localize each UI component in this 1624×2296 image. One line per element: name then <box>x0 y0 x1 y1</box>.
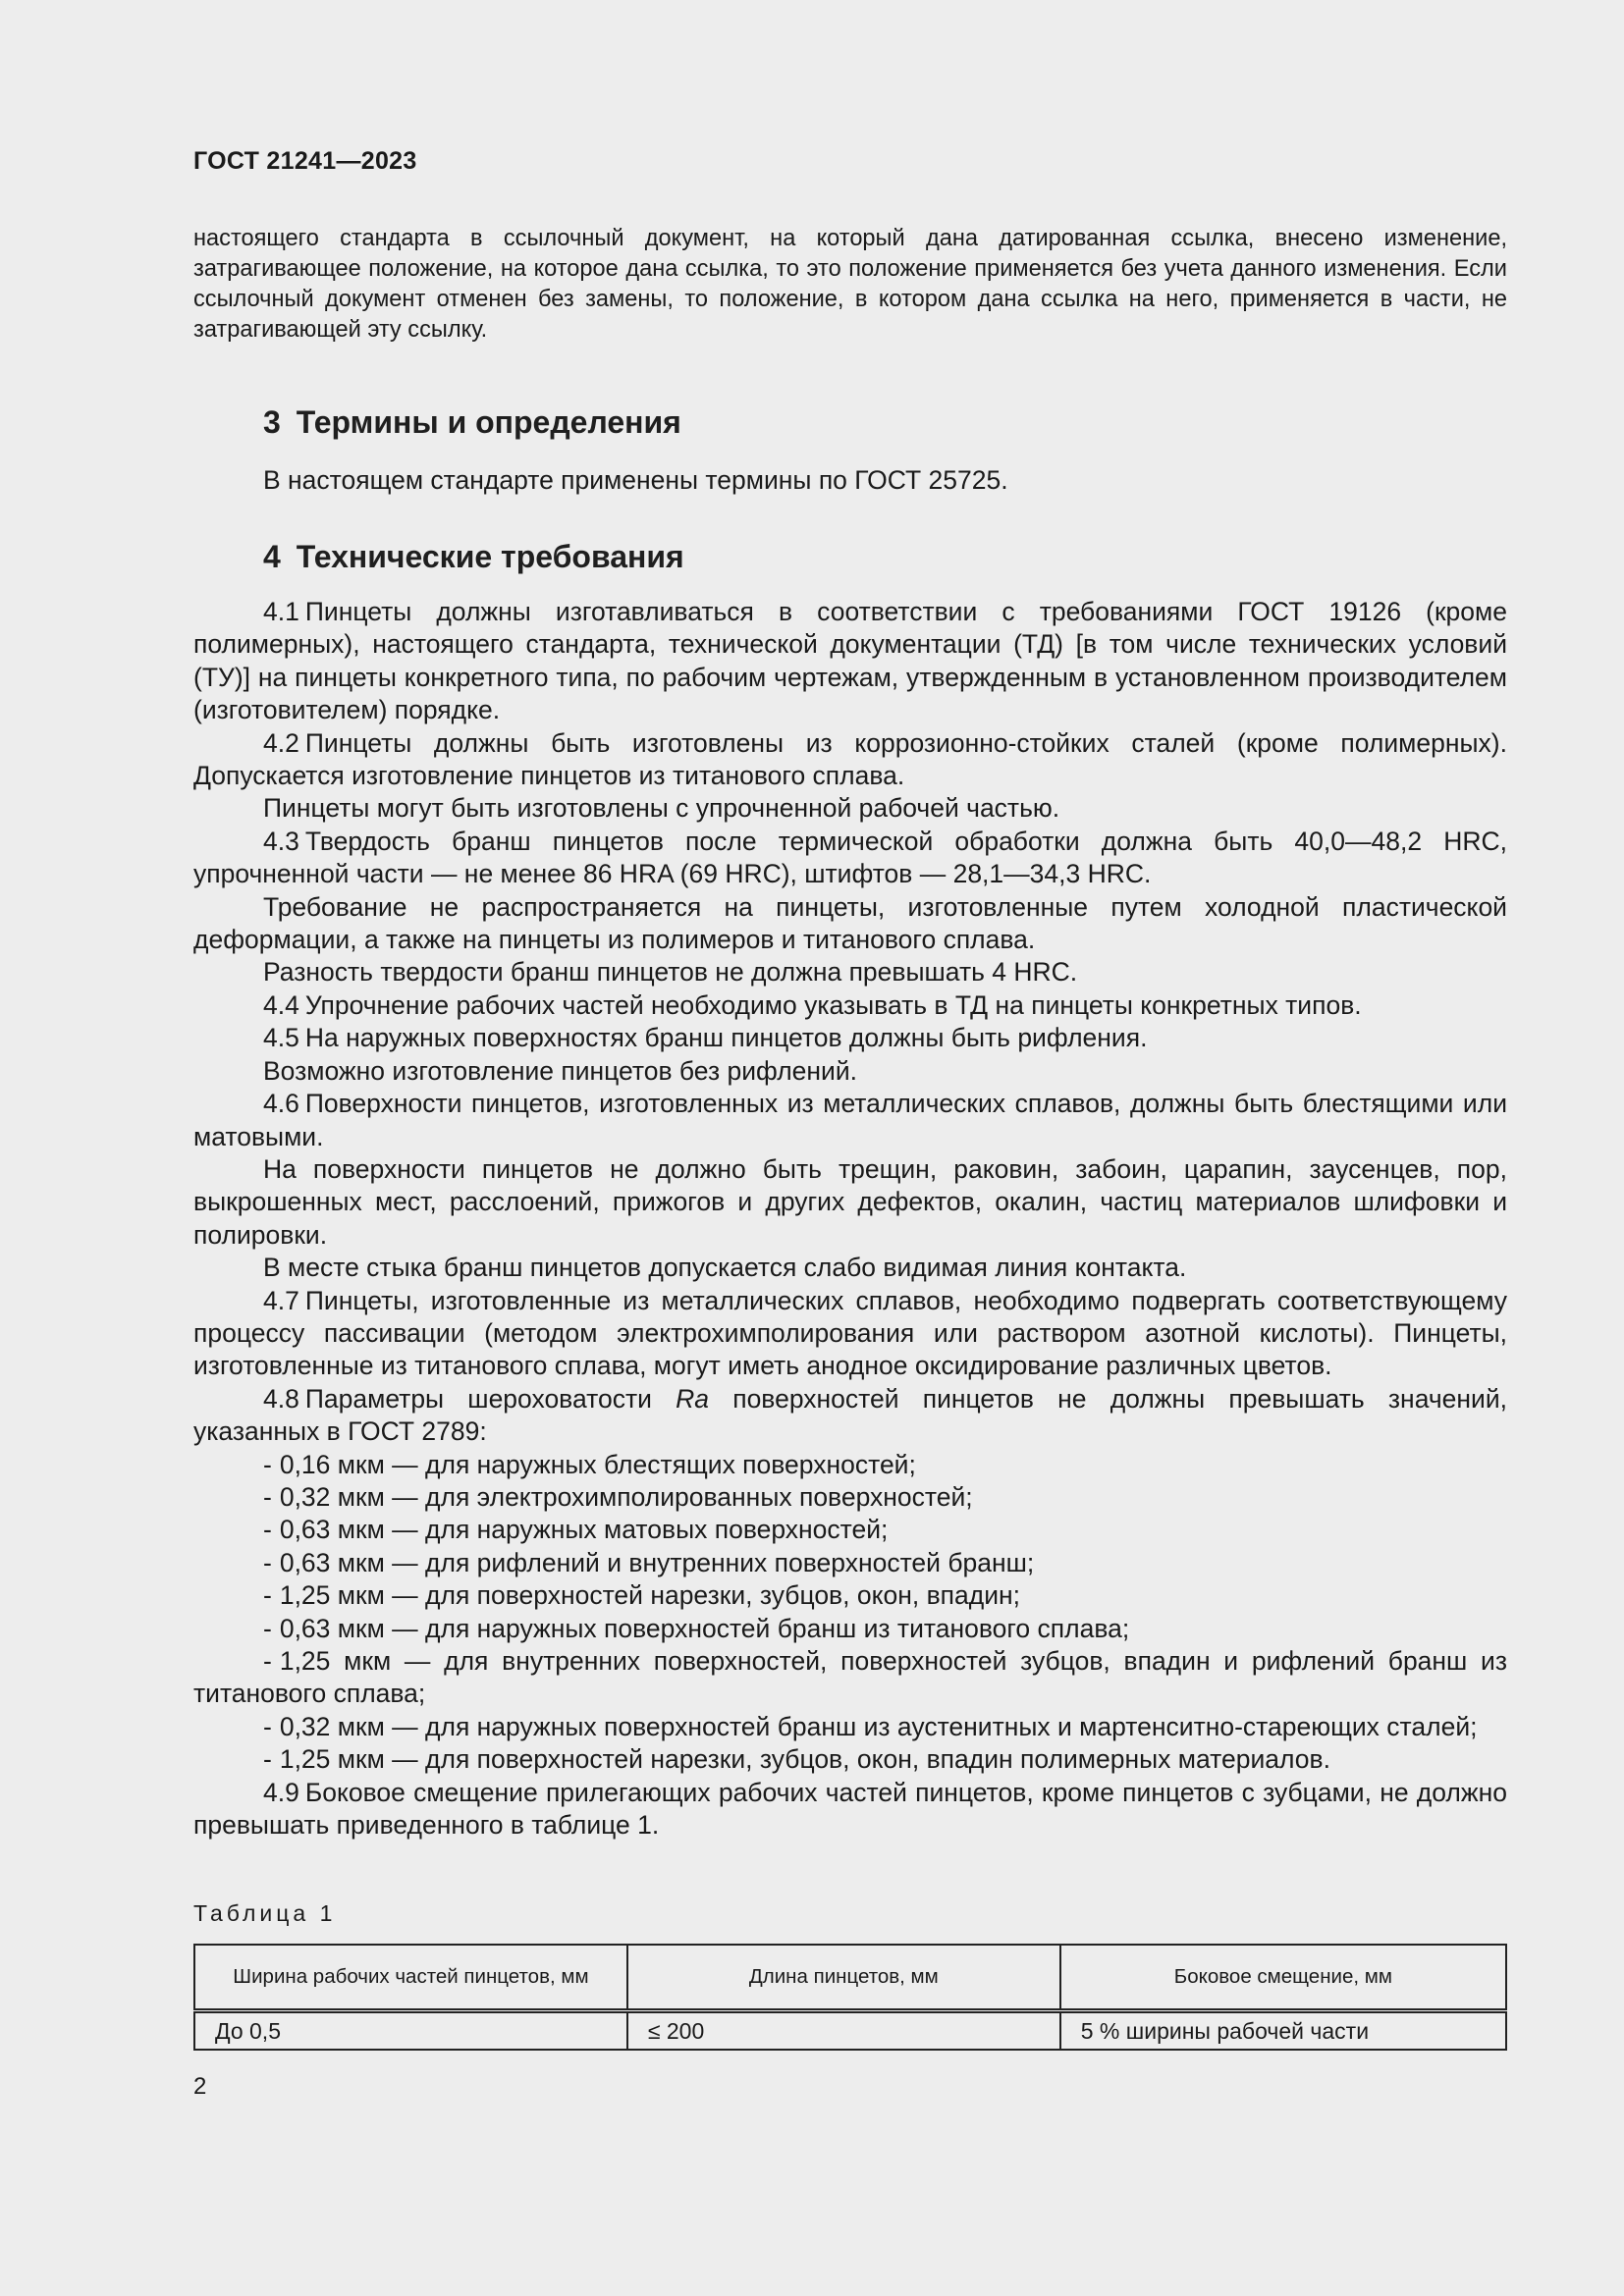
paragraph-number: 4.2 <box>263 727 299 758</box>
list-item-text: 0,63 мкм — для рифлений и внутренних поверхностей бранш; <box>279 1547 1035 1577</box>
paragraph-number: 4.1 <box>263 597 299 626</box>
list-item: - 0,32 мкм — для наружных поверхностей бранш из аустенитных и мартенситно-стареющих сталей; <box>263 1711 1478 1741</box>
paragraph <box>193 596 1507 727</box>
paragraph-text: Пинцеты, изготовленные из металлических сплавов, необходимо подвергать соответствующему процессу пассивации (методом электрохимполирования или раствором азотной кислоты). Пинцеты, изготовленные из титанового сплава, могут иметь анодное оксидирование различных цветов. <box>193 1285 1507 1381</box>
table-header-row <box>194 1945 1506 2011</box>
paragraph-number: 4.9 <box>263 1777 299 1807</box>
list-item: - 1,25 мкм — для внутренних поверхностей, поверхностей зубцов, впадин и рифлений бранш из титанового сплава; <box>193 1646 1507 1709</box>
table-cell: 5 % ширины рабочей части <box>1060 2011 1506 2051</box>
section-3-heading <box>263 404 681 441</box>
table-1 <box>193 1944 1507 2051</box>
paragraph-number: 4.8 <box>263 1383 299 1414</box>
section-3-number: 3 <box>263 404 281 440</box>
paragraph <box>193 792 1507 825</box>
page-number: 2 <box>193 2073 207 2100</box>
paragraph-number: 4.3 <box>263 826 299 856</box>
list-item: - 0,63 мкм — для наружных матовых поверхностей; <box>263 1515 889 1545</box>
paragraph-number: 4.4 <box>263 989 299 1020</box>
paragraph-text: На поверхности пинцетов не должно быть трещин, раковин, забоин, царапин, заусенцев, пор, выкрошенных мест, расслоений, прижогов и других дефектов, окалин, частиц материалов шлифовки и полировки. <box>193 1153 1507 1250</box>
paragraph <box>193 1285 1507 1383</box>
paragraph <box>193 1022 1507 1054</box>
paragraph <box>193 1252 1507 1284</box>
intro-paragraph <box>193 224 1507 346</box>
paragraph <box>193 1088 1507 1153</box>
intro-text: настоящего стандарта в ссылочный документ, на который дана датированная ссылка, внесено изменение, затрагивающее положение, на которое дана ссылка, то это положение применяется без учета данного изменения. Если ссылочный документ отменен без замены, то положение, в котором дана ссылка на него, применяется в части, не затрагивающей эту ссылку. <box>193 226 1507 343</box>
list-item-text: 1,25 мкм — для внутренних поверхностей, поверхностей зубцов, впадин и рифлений бранш из титанового сплава; <box>193 1646 1507 1709</box>
paragraph-text: Упрочнение рабочих частей необходимо указывать в ТД на пинцеты конкретных типов. <box>304 989 1362 1020</box>
paragraph-text: Поверхности пинцетов, изготовленных из металлических сплавов, должны быть блестящими или матовыми. <box>193 1089 1507 1151</box>
list-item: - 0,32 мкм — для электрохимполированных поверхностей; <box>263 1481 973 1512</box>
list-item-text: 1,25 мкм — для поверхностей нарезки, зубцов, окон, впадин полимерных материалов. <box>279 1744 1330 1775</box>
paragraph <box>193 956 1507 988</box>
paragraph-number: 4.6 <box>263 1089 299 1119</box>
table-cell: ≤ 200 <box>627 2011 1060 2051</box>
section-4-heading <box>263 539 684 575</box>
paragraph-text: Пинцеты могут быть изготовлены с упрочненной рабочей частью. <box>263 793 1060 824</box>
paragraph-text: поверхностей пинцетов не должны превышать значений, указанных в ГОСТ 2789: <box>193 1383 1507 1447</box>
paragraph-text: Пинцеты должны изготавливаться в соответствии с требованиями ГОСТ 19126 (кроме полимерных), настоящего стандарта, технической документации (ТД) [в том числе технических условий (ТУ)] на пинцеты конкретного типа, по рабочим чертежам, утвержденным в установленном производителем (изготовителем) порядке. <box>193 597 1507 725</box>
document-header: ГОСТ 21241—2023 <box>193 147 417 175</box>
paragraph-text: Пинцеты должны быть изготовлены из коррозионно-стойких сталей (кроме полимерных). Допускается изготовление пинцетов из титанового сплава. <box>193 727 1507 791</box>
table-caption: Таблица 1 <box>193 1900 337 1926</box>
roughness-symbol: Ra <box>676 1383 709 1414</box>
paragraph <box>193 826 1507 891</box>
list-item: - 1,25 мкм — для поверхностей нарезки, зубцов, окон, впадин; <box>263 1580 1021 1611</box>
list-item-text: 0,32 мкм — для наружных поверхностей бранш из аустенитных и мартенситно-стареющих сталей; <box>279 1711 1478 1741</box>
paragraph-number: 4.5 <box>263 1023 299 1053</box>
paragraph-text: Боковое смещение прилегающих рабочих частей пинцетов, кроме пинцетов с зубцами, не должно превышать приведенного в таблице 1. <box>193 1777 1507 1841</box>
paragraph <box>193 989 1507 1022</box>
paragraph-text: В месте стыка бранш пинцетов допускается слабо видимая линия контакта. <box>263 1253 1187 1283</box>
table-header-cell: Длина пинцетов, мм <box>627 1945 1060 2011</box>
section-4-body <box>193 596 1507 1842</box>
list-item-text: 1,25 мкм — для поверхностей нарезки, зубцов, окон, впадин; <box>279 1580 1021 1611</box>
list-item-text: 0,63 мкм — для наружных матовых поверхностей; <box>279 1515 889 1545</box>
table-header-cell: Боковое смещение, мм <box>1060 1945 1506 2011</box>
paragraph-4-9 <box>193 1777 1507 1842</box>
paragraph <box>193 891 1507 957</box>
paragraph-number: 4.7 <box>263 1285 299 1315</box>
table-cell: До 0,5 <box>194 2011 627 2051</box>
paragraph-text: Требование не распространяется на пинцеты, изготовленные путем холодной пластической деформации, а также на пинцеты из полимеров и титанового сплава. <box>193 891 1507 955</box>
list-item: - 1,25 мкм — для поверхностей нарезки, зубцов, окон, впадин полимерных материалов. <box>263 1744 1330 1775</box>
list-item: - 0,63 мкм — для наружных поверхностей бранш из титанового сплава; <box>263 1613 1130 1643</box>
paragraph-text: Возможно изготовление пинцетов без рифлений. <box>263 1055 858 1086</box>
paragraph <box>193 1153 1507 1252</box>
table-row <box>194 2011 1506 2051</box>
list-item-text: 0,32 мкм — для электрохимполированных поверхностей; <box>279 1481 973 1512</box>
section-4-title: Технические требования <box>296 539 684 574</box>
section-3-text: В настоящем стандарте применены термины по ГОСТ 25725. <box>263 465 1008 495</box>
list-item-text: 0,16 мкм — для наружных блестящих поверхностей; <box>279 1449 916 1479</box>
paragraph-text: Твердость бранш пинцетов после термической обработки должна быть 40,0—48,2 HRC, упрочненной части — не менее 86 HRA (69 HRC), штифтов — 28,1—34,3 HRC. <box>193 826 1507 889</box>
section-3-title: Термины и определения <box>296 404 681 440</box>
paragraph-4-8 <box>193 1383 1507 1449</box>
list-item-text: 0,63 мкм — для наружных поверхностей бранш из титанового сплава; <box>279 1613 1130 1643</box>
paragraph-text: Параметры шероховатости <box>304 1383 652 1414</box>
paragraph <box>193 727 1507 793</box>
table-header-cell: Ширина рабочих частей пинцетов, мм <box>194 1945 627 2011</box>
section-4-number: 4 <box>263 539 281 574</box>
list-item: - 0,16 мкм — для наружных блестящих поверхностей; <box>263 1449 916 1479</box>
paragraph-text: Разность твердости бранш пинцетов не должна превышать 4 HRC. <box>263 957 1078 988</box>
paragraph <box>193 1055 1507 1088</box>
paragraph-text: На наружных поверхностях бранш пинцетов должны быть рифления. <box>304 1023 1148 1053</box>
list-item: - 0,63 мкм — для рифлений и внутренних поверхностей бранш; <box>263 1547 1035 1577</box>
